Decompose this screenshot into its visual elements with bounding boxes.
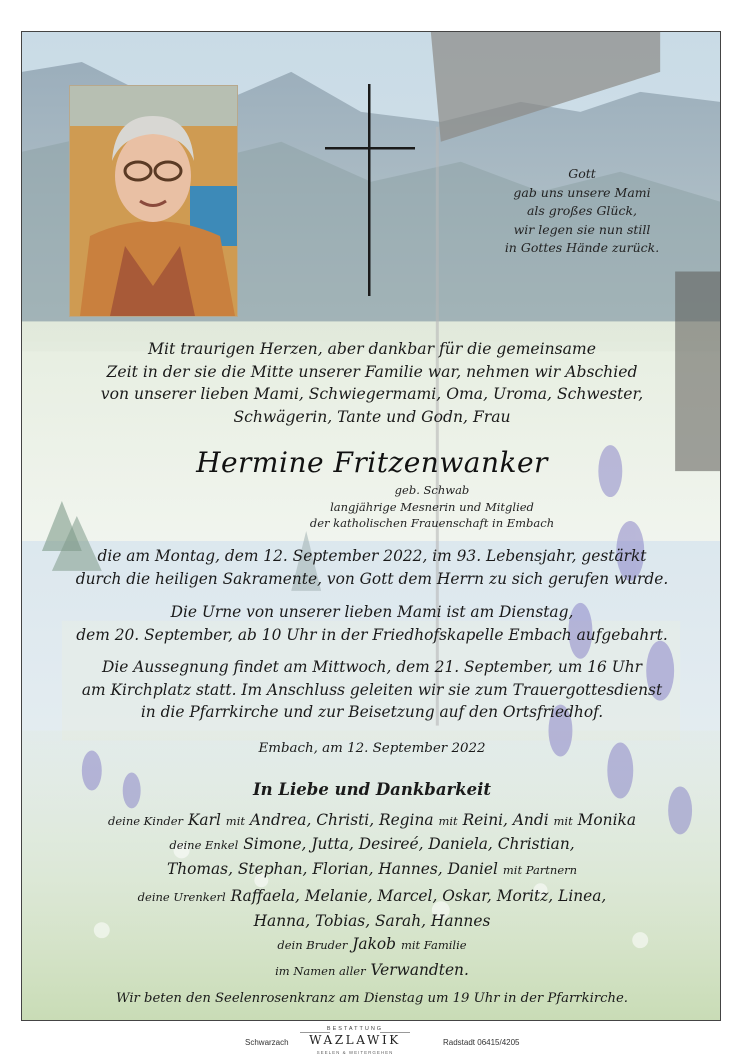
brand-tagline-top: BESTATTUNG [326, 1026, 384, 1032]
quote-line: als großes Glück, [526, 203, 638, 218]
footer [0, 1026, 750, 1060]
with-word: mit [438, 814, 458, 828]
great-grandchildren-lines [22, 884, 721, 933]
subtitle-line: langjährige Mesnerin und Mitglied [330, 499, 534, 514]
paragraph-line: durch die heiligen Sakramente, von Gott dem Herrn zu sich gerufen wurde. [75, 569, 669, 588]
intro-line: Schwägerin, Tante und Godn, Frau [233, 407, 511, 426]
grandchildren-names: Simone, Jutta, Desireé, Daniela, Christian, [243, 835, 575, 853]
subtitle-line: geb. Schwab [394, 483, 470, 497]
child-names: Reini, Andi [462, 811, 549, 829]
subtitle-line: der katholischen Frauenschaft in Embach [309, 516, 555, 530]
child-name: Monika [577, 811, 637, 829]
name-subtitle [182, 482, 682, 532]
great-grandchildren-names: Hanna, Tobias, Sarah, Hannes [253, 912, 491, 930]
children-line [22, 808, 721, 833]
intro-text [22, 338, 721, 428]
brand-tagline-bottom: SEELEN & WEITERGEHEN [316, 1050, 394, 1055]
brother-label: dein Bruder [277, 938, 348, 952]
mourners-heading: In Liebe und Dankbarkeit [252, 780, 492, 799]
portrait-photo [69, 85, 238, 317]
children-label: deine Kinder [107, 814, 184, 828]
grandchildren-lines [22, 832, 721, 882]
intro-line: Zeit in der sie die Mitte unserer Familie war, nehmen wir Abschied [106, 362, 638, 381]
great-grandchildren-label: deine Urenkerl [137, 890, 226, 904]
paragraph-line: die am Montag, dem 12. September 2022, im 93. Lebensjahr, gestärkt [97, 547, 647, 565]
relatives-line [22, 958, 721, 983]
child-names: Andrea, Christi, Regina [249, 811, 434, 829]
partners-suffix: mit Partnern [502, 863, 578, 877]
place-date-line: Embach, am 12. September 2022 [258, 741, 486, 756]
great-grandchildren-names: Raffaela, Melanie, Marcel, Oskar, Moritz, Linea, [230, 887, 607, 905]
intro-line: von unserer lieben Mami, Schwiegermami, Oma, Uroma, Schwester, [100, 385, 644, 403]
grandchildren-label: deine Enkel [169, 838, 239, 852]
brand-logo: WAZLAWIK [309, 1033, 401, 1047]
obituary-card [21, 31, 721, 1021]
quote-line: Gott [568, 166, 596, 181]
brother-name: Jakob [352, 935, 397, 953]
blessing-paragraph [22, 656, 721, 724]
brother-line [22, 932, 721, 957]
paragraph-line: dem 20. September, ab 10 Uhr in der Friedhofskapelle Embach aufgebahrt. [76, 625, 668, 644]
paragraph-line: am Kirchplatz statt. Im Anschluss geleiten wir sie zum Trauergottesdienst [81, 680, 663, 699]
footer-location-right: Radstadt 06415/4205 [443, 1038, 520, 1047]
urn-paragraph [22, 601, 721, 646]
relatives-word: Verwandten. [370, 961, 469, 979]
death-notice-paragraph [22, 545, 721, 590]
quote-line: wir legen sie nun still [513, 221, 651, 237]
quote-line: in Gottes Hände zurück. [504, 240, 660, 255]
paragraph-line: in die Pfarrkirche und zur Beisetzung auf den Ortsfriedhof. [140, 703, 604, 721]
deceased-name: Hermine Fritzenwanker [196, 446, 548, 479]
with-word: mit [225, 814, 246, 828]
portrait-image [70, 86, 237, 316]
grandchildren-names: Thomas, Stephan, Florian, Hannes, Daniel [166, 860, 498, 878]
child-name: Karl [187, 811, 221, 829]
with-word: mit [553, 814, 573, 828]
cross-icon [322, 84, 418, 296]
paragraph-line: Die Urne von unserer lieben Mami ist am Dienstag, [170, 603, 574, 621]
rosary-notice: Wir beten den Seelenrosenkranz am Dienstag um 19 Uhr in der Pfarrkirche. [116, 991, 628, 1006]
intro-line: Mit traurigen Herzen, aber dankbar für die gemeinsame [148, 340, 596, 358]
footer-location-left: Schwarzach [245, 1038, 289, 1047]
brother-suffix: mit Familie [400, 938, 467, 952]
relatives-label: im Namen aller [275, 964, 366, 978]
quote-verse [482, 165, 682, 258]
quote-line: gab uns unsere Mami [513, 184, 651, 200]
paragraph-line: Die Aussegnung findet am Mittwoch, dem 21. September, um 16 Uhr [102, 658, 642, 676]
